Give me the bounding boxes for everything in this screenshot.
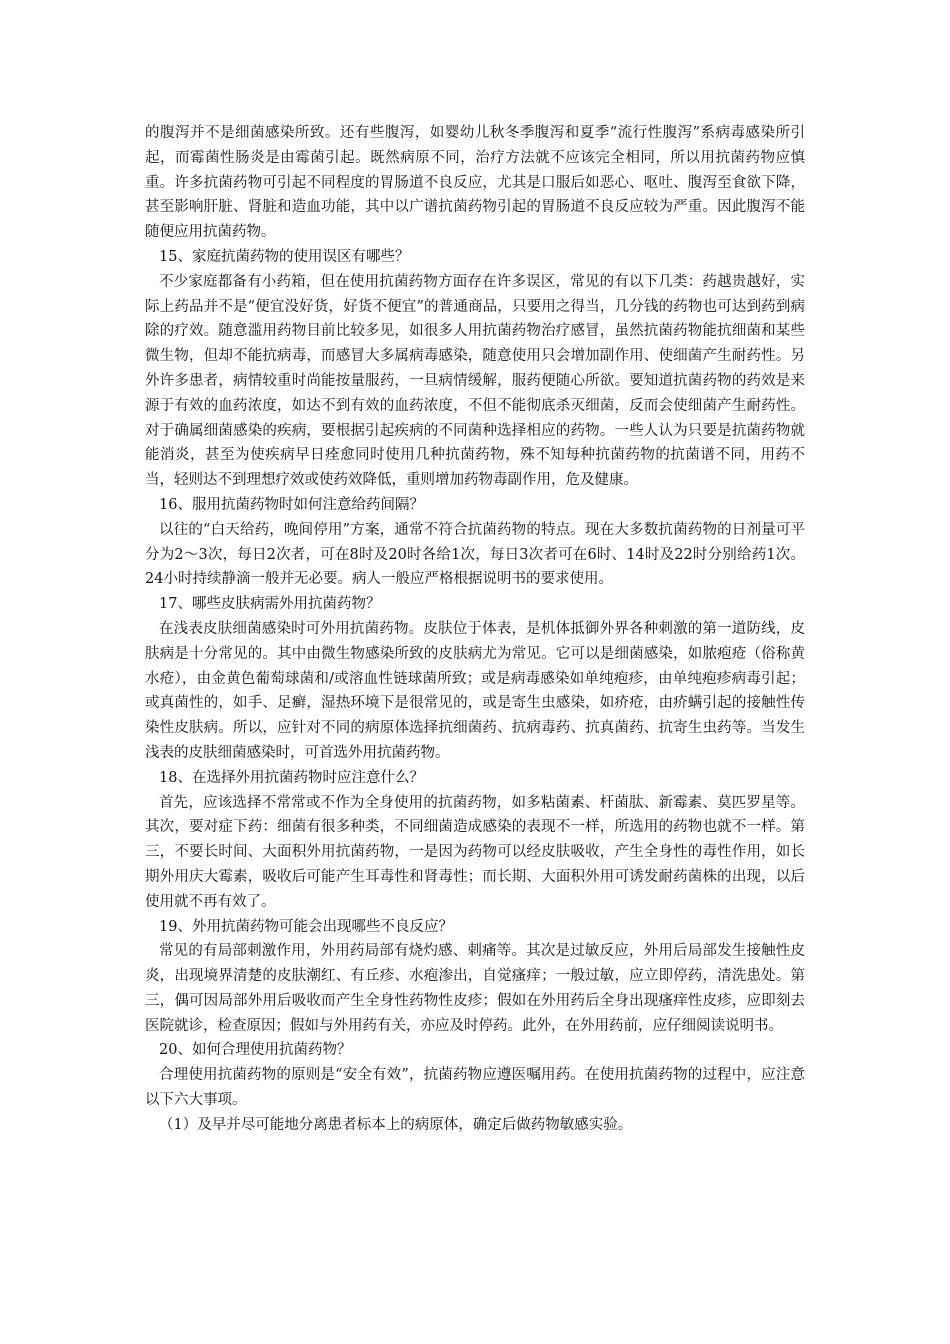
paragraph-q16-answer: 以往的“白天给药，晚间停用”方案，通常不符合抗菌药物的特点。现在大多数抗菌药物的日剂量可平分为2～3次，每日2次者，可在8时及20时各给1次，每日3次者可在6时、14时及22时分别给药1次。24小时持续静滴一般并无必要。病人一般应严格根据说明书的要求使用。 xyxy=(145,521,805,588)
heading-q20: 20、如何合理使用抗菌药物？ xyxy=(159,1042,352,1059)
heading-q19: 19、外用抗菌药物可能会出现哪些不良反应？ xyxy=(159,918,453,935)
paragraph-q19-answer: 常见的有局部刺激作用，外用药局部有烧灼感、刺痛等。其次是过敏反应，外用后局部发生接触性皮炎，出现境界清楚的皮肤潮红、有丘疹、水疱渗出，自觉瘙痒；一般过敏，应立即停药，清洗患处。第三，偶可因局部外用后吸收而产生全身性药物性皮疹；假如在外用药后全身出现瘙痒性皮疹，应即刻去医院就诊，检查原因；假如与外用药有关，亦应及时停药。此外，在外用药前，应仔细阅读说明书。 xyxy=(145,943,805,1034)
heading-q18: 18、在选择外用抗菌药物时应注意什么？ xyxy=(159,769,424,786)
paragraph-q20-answer: 合理使用抗菌药物的原则是“安全有效”，抗菌药物应遵医嘱用药。在使用抗菌药物的过程中，应注意以下六大事项。 xyxy=(145,1067,805,1109)
heading-q15: 15、家庭抗菌药物的使用误区有哪些？ xyxy=(159,248,410,265)
paragraph-q17-answer: 在浅表皮肤细菌感染时可外用抗菌药物。皮肤位于体表，是机体抵御外界各种刺激的第一道防线，皮肤病是十分常见的。其中由微生物感染所致的皮肤病尤为常见。它可以是细菌感染，如脓疱疮（俗称黄水疮），由金黄色葡萄球菌和/或溶血性链球菌所致；或是病毒感染如单纯疱疹，由单纯疱疹病毒引起；或真菌性的，如手、足癣，湿热环境下是很常见的，或是寄生虫感染，如疥疮，由疥螨引起的接触性传染性皮肤病。所以，应针对不同的病原体选择抗细菌药、抗病毒药、抗真菌药、抗寄生虫药等。当发生浅表的皮肤细菌感染时，可首选外用抗菌药物。 xyxy=(145,620,805,761)
heading-q17: 17、哪些皮肤病需外用抗菌药物？ xyxy=(159,596,381,613)
paragraph-q20-item-1: （1）及早并尽可能地分离患者标本上的病原体，确定后做药物敏感实验。 xyxy=(159,1116,633,1133)
paragraph-diarrhea-continued: 的腹泻并不是细菌感染所致。还有些腹泻，如婴幼儿秋冬季腹泻和夏季“流行性腹泻”系病毒感染所引起，而霉菌性肠炎是由霉菌引起。既然病原不同，治疗方法就不应该完全相同，所以用抗菌药物应慎重。许多抗菌药物可引起不同程度的胃肠道不良反应，尤其是口服后如恶心、呕吐、腹泻至食欲下降，甚至影响肝脏、肾脏和造血功能，其中以广谱抗菌药物引起的胃肠道不良反应较为严重。因此腹泻不能随便应用抗菌药物。 xyxy=(145,125,805,241)
paragraph-q15-answer: 不少家庭都备有小药箱，但在使用抗菌药物方面存在许多误区，常见的有以下几类：药越贵越好，实际上药品并不是“便宜没好货，好货不便宜”的普通商品，只要用之得当，几分钱的药物也可达到药到病除的疗效。随意滥用药物目前比较多见，如很多人用抗菌药物治疗感冒，虽然抗菌药物能抗细菌和某些微生物，但却不能抗病毒，而感冒大多属病毒感染，随意使用只会增加副作用、使细菌产生耐药性。另外许多患者，病情较重时尚能按量服药，一旦病情缓解，服药便随心所欲。要知道抗菌药物的药效是来源于有效的血药浓度，如达不到有效的血药浓度，不但不能彻底杀灭细菌，反而会使细菌产生耐药性。对于确属细菌感染的疾病，要根据引起疾病的不同菌种选择相应的药物。一些人认为只要是抗菌药物就能消炎，甚至为使疾病早日痊愈同时使用几种抗菌药物，殊不知每种抗菌药物的抗菌谱不同，用药不当，轻则达不到理想疗效或使药效降低，重则增加药物毒副作用，危及健康。 xyxy=(145,273,805,489)
document-body xyxy=(145,121,805,1138)
heading-q16: 16、服用抗菌药物时如何注意给药间隔？ xyxy=(159,496,424,513)
paragraph-q18-answer: 首先，应该选择不常常或不作为全身使用的抗菌药物，如多粘菌素、杆菌肽、新霉素、莫匹罗星等。其次，要对症下药：细菌有很多种类，不同细菌造成感染的表现不一样，所选用的药物也就不一样。第三，不要长时间、大面积外用抗菌药物，一是因为药物可以经皮肤吸收，产生全身性的毒性作用，如长期外用庆大霉素，吸收后可能产生耳毒性和肾毒性；而长期、大面积外用可诱发耐药菌株的出现，以后使用就不再有效了。 xyxy=(145,794,805,910)
